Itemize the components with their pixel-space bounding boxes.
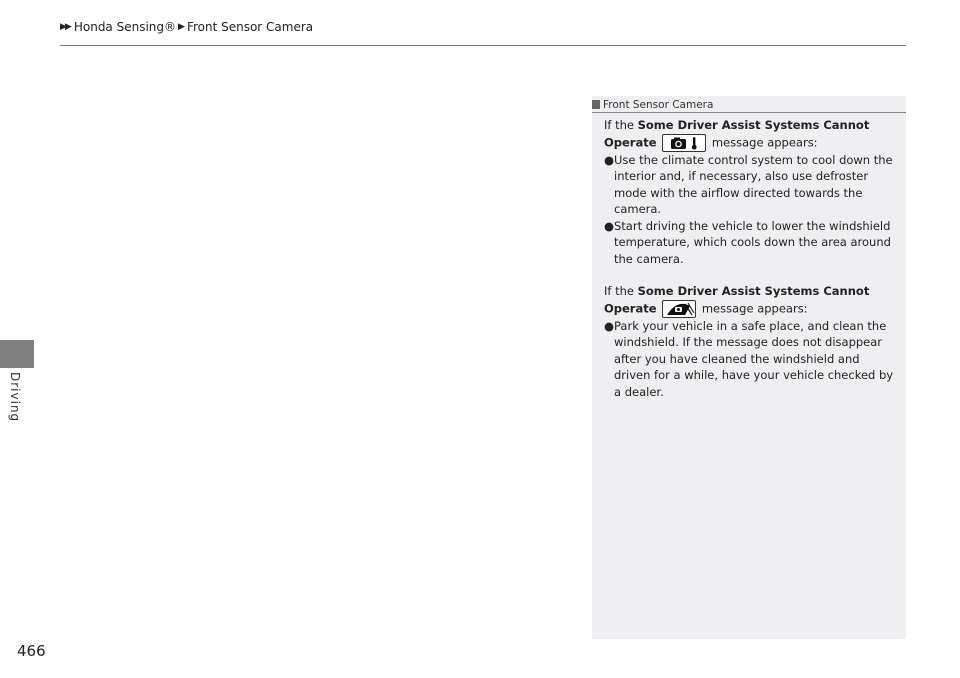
spacer	[604, 267, 896, 283]
side-note-body	[592, 113, 906, 400]
message-name: Some Driver Assist Systems Cannot	[637, 118, 870, 132]
breadcrumb-arrow-icon: ▶	[178, 22, 183, 32]
side-note-title: Front Sensor Camera	[603, 98, 714, 111]
message-name: Operate	[604, 301, 657, 315]
side-note	[592, 96, 906, 639]
bullet-text: Use the climate control system to cool down the interior and, if necessary, also use defroster mode with the airflow directed towards the camera.	[614, 152, 893, 216]
breadcrumb	[60, 20, 313, 34]
list-item	[604, 218, 896, 268]
list-item	[604, 318, 896, 401]
breadcrumb-arrow-icon: ▶▶	[60, 22, 70, 32]
text-message-appears: message appears:	[701, 301, 808, 315]
page-number: 466	[17, 642, 46, 660]
text-if-the: If the	[604, 118, 634, 132]
bullet-icon: ●	[604, 318, 615, 333]
text-message-appears: message appears:	[711, 135, 818, 149]
section-tab	[0, 340, 34, 368]
bullet-text: Park your vehicle in a safe place, and clean the windshield. If the message does not disappear after you have cleaned the windshield and driven for a while, have your vehicle checked by a dealer.	[614, 318, 894, 399]
breadcrumb-item-honda-sensing[interactable]: Honda Sensing®	[73, 20, 177, 34]
message-name: Some Driver Assist Systems Cannot	[637, 284, 870, 298]
header-divider	[60, 45, 906, 46]
note-paragraph	[604, 117, 896, 152]
text-if-the: If the	[604, 284, 634, 298]
message-name: Operate	[604, 135, 657, 149]
breadcrumb-item-front-sensor-camera[interactable]: Front Sensor Camera	[186, 20, 314, 34]
side-note-header	[592, 96, 906, 113]
bullet-text: Start driving the vehicle to lower the windshield temperature, which cools down the area around the camera.	[614, 218, 891, 266]
reference-marker-icon	[592, 100, 600, 109]
bullet-icon: ●	[604, 152, 615, 167]
camera-wiper-icon	[662, 300, 696, 318]
list-item	[604, 152, 896, 218]
bullet-icon: ●	[604, 218, 615, 233]
note-paragraph	[604, 283, 896, 318]
section-label: Driving	[8, 372, 22, 423]
camera-temperature-icon	[662, 134, 706, 152]
